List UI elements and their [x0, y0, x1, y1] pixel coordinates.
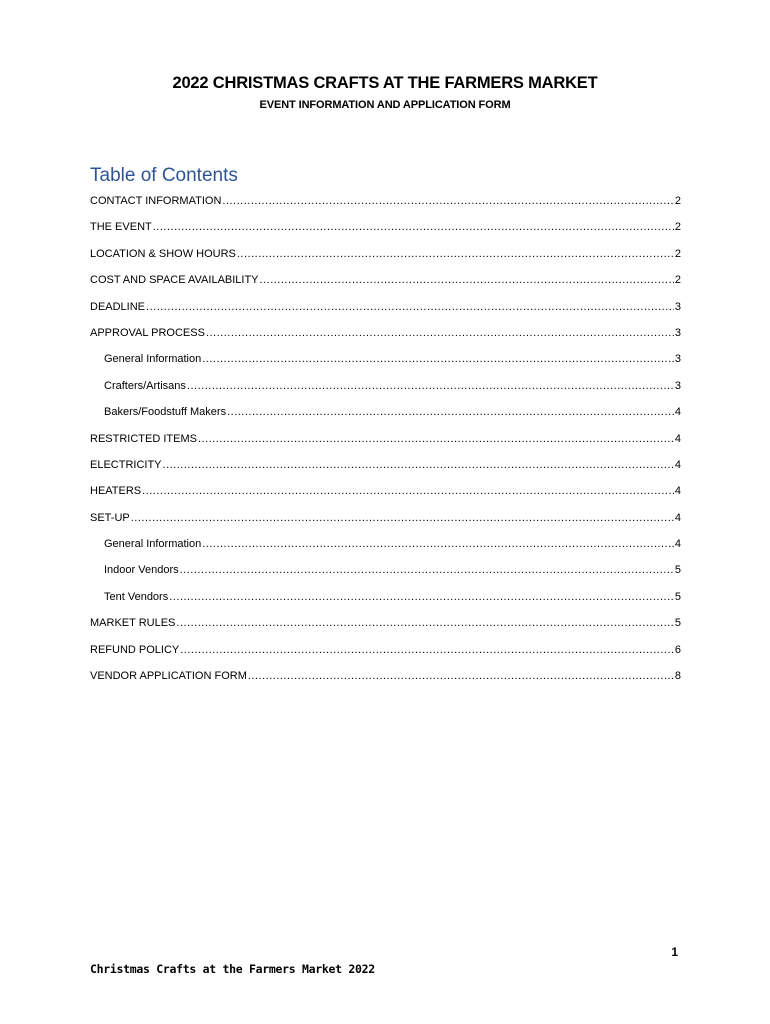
toc-dot-leader: [206, 324, 674, 342]
toc-dot-leader: [198, 430, 674, 448]
toc-entry-page-number: 2: [674, 195, 681, 207]
toc-dot-leader: [142, 482, 674, 500]
toc-entry-page-number: 4: [674, 485, 681, 498]
toc-entry-page-number: 2: [674, 274, 681, 287]
toc-entry[interactable]: [90, 535, 681, 561]
toc-entry-page-number: 4: [674, 538, 681, 551]
toc-entry-page-number: 3: [674, 353, 681, 366]
toc-dot-leader: [169, 588, 674, 606]
footer-text: Christmas Crafts at the Farmers Market 2022: [90, 962, 375, 976]
toc-entry[interactable]: [90, 588, 681, 614]
toc-entry-page-number: 5: [674, 617, 681, 630]
toc-dot-leader: [260, 271, 674, 289]
page-number: 1: [671, 945, 678, 959]
table-of-contents: [90, 192, 681, 693]
toc-dot-leader: [227, 403, 674, 421]
toc-entry-label: Crafters/Artisans: [104, 379, 186, 392]
toc-entry[interactable]: [90, 667, 681, 693]
toc-entry-page-number: 4: [674, 511, 681, 524]
toc-entry[interactable]: [90, 245, 681, 271]
toc-entry-label: General Information: [104, 538, 202, 551]
toc-entry[interactable]: [90, 614, 681, 640]
toc-heading: Table of Contents: [90, 165, 238, 186]
toc-dot-leader: [248, 667, 674, 685]
toc-entry-page-number: 4: [674, 458, 681, 471]
toc-dot-leader: [180, 641, 674, 659]
toc-entry[interactable]: [90, 430, 681, 456]
toc-entry-label: DEADLINE: [90, 300, 146, 313]
toc-dot-leader: [222, 192, 673, 210]
toc-entry[interactable]: [90, 456, 681, 482]
toc-entry-page-number: 2: [674, 247, 681, 260]
toc-entry-label: MARKET RULES: [90, 617, 176, 630]
toc-entry-label: VENDOR APPLICATION FORM: [90, 670, 247, 683]
toc-entry[interactable]: [90, 482, 681, 508]
toc-entry[interactable]: [90, 298, 681, 324]
toc-entry-label: LOCATION & SHOW HOURS: [90, 247, 236, 260]
toc-entry[interactable]: [90, 561, 681, 587]
toc-entry-label: RESTRICTED ITEMS: [90, 432, 197, 445]
toc-dot-leader: [153, 218, 674, 236]
toc-dot-leader: [163, 456, 674, 474]
toc-entry-page-number: 3: [674, 379, 681, 392]
toc-entry-page-number: 3: [674, 326, 681, 339]
toc-dot-leader: [146, 298, 674, 316]
toc-entry-label: ELECTRICITY: [90, 458, 162, 471]
toc-entry-page-number: 5: [674, 590, 681, 603]
toc-entry-label: THE EVENT: [90, 221, 152, 234]
toc-entry-page-number: 2: [674, 221, 681, 234]
toc-dot-leader: [237, 245, 674, 263]
toc-entry[interactable]: [90, 324, 681, 350]
toc-entry-label: REFUND POLICY: [90, 643, 180, 656]
toc-entry-page-number: 8: [674, 670, 681, 683]
document-title: 2022 CHRISTMAS CRAFTS AT THE FARMERS MARKET: [172, 74, 598, 92]
toc-entry[interactable]: [90, 377, 681, 403]
toc-entry-page-number: 5: [674, 564, 681, 577]
toc-dot-leader: [187, 377, 674, 395]
toc-entry-label: Bakers/Foodstuff Makers: [104, 406, 227, 419]
toc-dot-leader: [176, 614, 674, 632]
toc-entry-label: COST AND SPACE AVAILABILITY: [90, 274, 259, 287]
toc-entry[interactable]: [90, 403, 681, 429]
toc-entry[interactable]: [90, 192, 681, 218]
toc-entry-label: General Information: [104, 353, 202, 366]
toc-dot-leader: [131, 509, 674, 527]
toc-entry[interactable]: [90, 350, 681, 376]
toc-entry-page-number: 6: [674, 643, 681, 656]
toc-entry[interactable]: [90, 509, 681, 535]
toc-entry-label: CONTACT INFORMATION: [90, 195, 222, 207]
toc-dot-leader: [180, 561, 674, 579]
toc-dot-leader: [202, 535, 674, 553]
document-subtitle: EVENT INFORMATION AND APPLICATION FORM: [259, 99, 511, 111]
toc-entry-label: APPROVAL PROCESS: [90, 326, 205, 339]
toc-entry-page-number: 4: [674, 406, 681, 419]
toc-entry-page-number: 4: [674, 432, 681, 445]
toc-entry-label: Tent Vendors: [104, 590, 169, 603]
toc-entry-page-number: 3: [674, 300, 681, 313]
toc-entry-label: HEATERS: [90, 485, 142, 498]
toc-entry-label: Indoor Vendors: [104, 564, 179, 577]
toc-entry[interactable]: [90, 641, 681, 667]
toc-dot-leader: [202, 350, 674, 368]
toc-entry[interactable]: [90, 218, 681, 244]
toc-entry-label: SET-UP: [90, 511, 130, 524]
toc-entry[interactable]: [90, 271, 681, 297]
